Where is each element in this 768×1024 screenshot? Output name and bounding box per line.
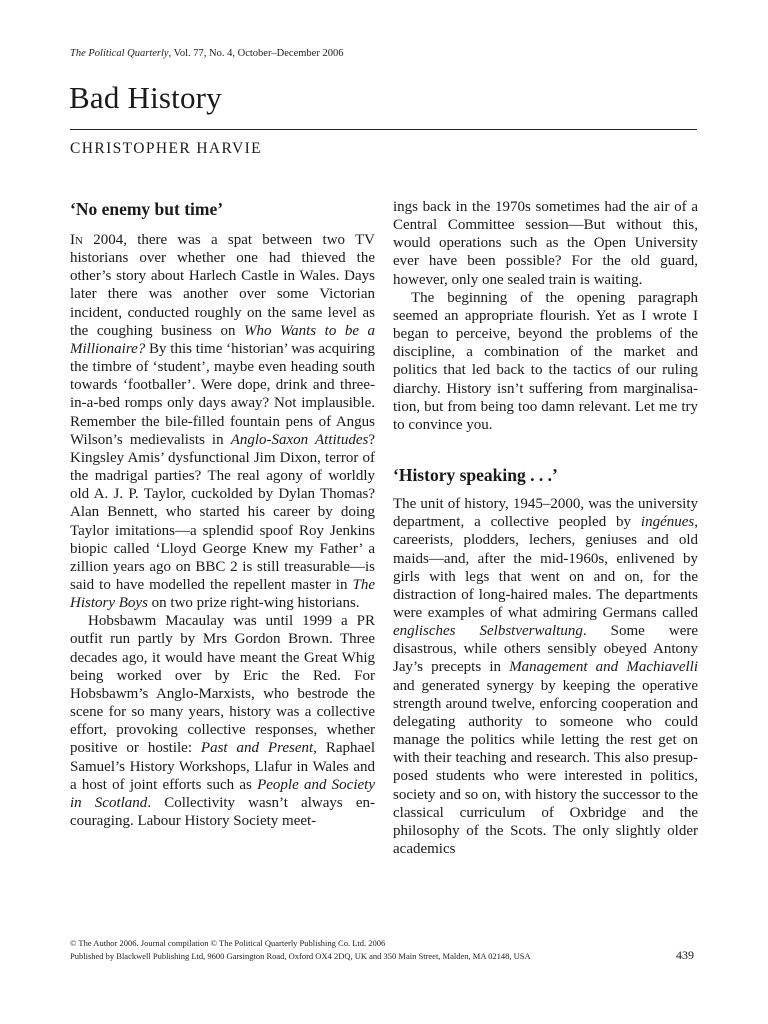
article-author: CHRISTOPHER HARVIE: [70, 140, 263, 157]
paragraph-3: ings back in the 1970s sometimes had the air of a Central Committee session—But without this, would operations such as the Open University ever have been possible? For the old guard, however, only one sealed train is waiting.: [393, 199, 698, 288]
journal-citation: [70, 48, 343, 59]
text-run: . Collectivity wasn’t always encouraging. Labour History Society meet-: [70, 794, 375, 829]
italic-run: Who Wants to be a Millionaire?: [70, 322, 375, 357]
text-run: 2004, there was a spat between two TV historians over whether one had thieved the other’s story about Harlech Castle in Wales. Days later there was another over some Victorian incident, conducted roughly on the same level as the coughing business on: [70, 232, 375, 339]
article-title: Bad History: [69, 80, 222, 115]
title-rule: [70, 129, 697, 130]
italic-run: People and Society in Scotland: [70, 776, 375, 811]
journal-name: The Political Quarterly: [70, 48, 169, 59]
italic-run: Anglo-Saxon Attitudes: [230, 431, 369, 448]
paragraph-5: [393, 495, 698, 858]
text-run: By this time ‘historian’ was acquiring the timbre of ‘student’, maybe even heading south towards ‘footballer’. Were dope, drink and three-in-a-bed romps only days away? Not implausible. Remember the bile-filled fountain pens of Angus Wilson’s medievalists in: [70, 340, 375, 448]
text-run: Hobsbawm Macaulay was until 1999 a PR outfit run partly by Mrs Gordon Brown. Three decades ago, it would have meant the Great Whig being worked over by Eric the Red. For Hobsbawm’s Anglo-Marxists, who bestrode the scene for so many years, history was a collective effort, provoking collective responses, whether positive or hostile:: [70, 613, 375, 757]
text-run: , Raphael Samuel’s History Workshops, Llafur in Wales and a host of joint efforts such as: [70, 740, 375, 793]
italic-run: Past and Present: [200, 740, 314, 757]
paragraph-2: [70, 612, 375, 830]
italic-run: ingénues: [640, 514, 695, 531]
paragraph-4: The beginning of the opening paragraph seemed an appropriate flourish. Yet as I wrote I began to perceive, beyond the problems of the discipline, a combination of the market and politics that led back to the tactics of our ruling diarchy. History isn’t suffering from marginalisation, but from being too damn relevant. Let me try to convince you.: [393, 289, 698, 433]
text-run: ? Kingsley Amis’ dysfunctional Jim Dixon, terror of the madrigal parties? The real agony of worldly old A. J. P. Taylor, cuckolded by Dylan Thomas? Alan Bennett, who started his career by doing Taylor imitations—a splendid spoof Roy Jenkins biopic called ‘Lloyd George Knew my Father’ a zillion years ago on BBC 2 is still treasurable—is said to have modelled the repellent master in: [70, 431, 375, 593]
section-heading-no-enemy: ‘No enemy but time’: [70, 199, 224, 219]
italic-run: Management and Machiavelli: [509, 659, 698, 676]
journal-issue: , Vol. 77, No. 4, October–December 2006: [168, 48, 344, 59]
footer-copyright: © The Author 2006. Journal compilation © The Political Quarterly Publishing Co. Ltd. 2006: [70, 938, 386, 948]
text-run: The unit of history, 1945–2000, was the university department, a collective peopled by: [393, 496, 698, 531]
text-run: . Some were disastrous, while others sensibly obeyed Antony Jay’s precepts in: [393, 623, 699, 676]
footer-publisher: Published by Blackwell Publishing Ltd, 9600 Garsington Road, Oxford OX4 2DQ, UK and 350 Main Street, Malden, MA 02148, USA: [70, 951, 531, 961]
left-column: [70, 198, 375, 830]
italic-run: englisches Selbstverwaltung: [393, 623, 583, 640]
italic-run: The History Boys: [70, 576, 375, 612]
section-heading-history-speaking: ‘History speaking . . .’: [393, 465, 558, 486]
drop-lead: In: [70, 232, 83, 248]
paragraph-1: [70, 231, 375, 612]
page-number: 439: [676, 948, 694, 962]
text-run: on two prize right-wing historians.: [147, 595, 360, 612]
text-run: , careerists, plodders, lechers, geniuses and old maids—and, after the mid-1960s, enlivened by girls with legs that went on and on, for the distraction of long-haired males. The departments were examples of what admiring Germans called: [393, 514, 698, 621]
right-column: [393, 198, 698, 858]
text-run: and generated synergy by keeping the operative strength around twelve, enforcing cooperation and delegating authority to someone who could manage the politics while letting the rest get on with their teaching and research. This also presupposed students who were interested in politics, society and so on, with history the successor to the classical curriculum of Oxbridge and the philosophy of the Scots. The only slightly older academics: [393, 677, 698, 857]
